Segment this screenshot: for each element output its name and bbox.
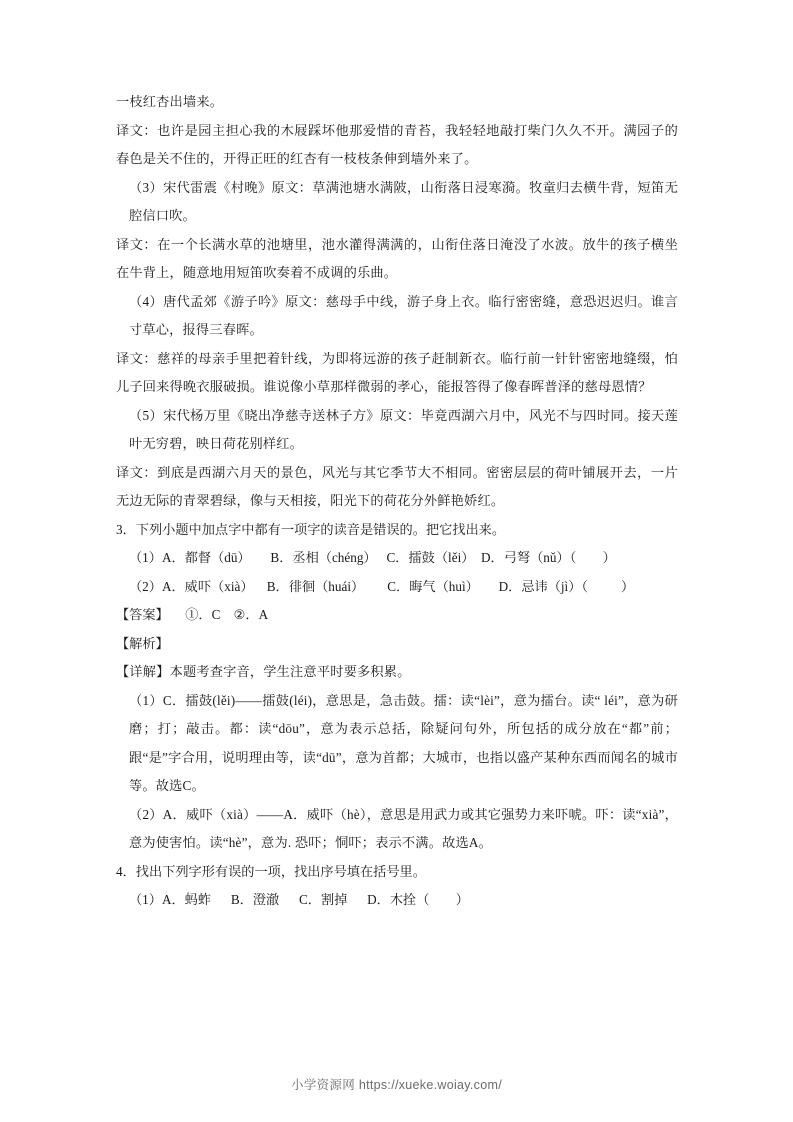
footer-brand: 小学资源网 xyxy=(291,1078,356,1092)
paragraph-translation-1: 译文：也许是园主担心我的木屐踩坏他那爱惜的青苔，我轻轻地敲打柴门久久不开。满园子的春色是关不住的，开得正旺的红杏有一枝枝条伸到墙外来了。 xyxy=(116,122,678,166)
document-body xyxy=(116,88,678,915)
answer-label: 【答案】 xyxy=(116,607,169,622)
analysis-label: 【解析】 xyxy=(116,635,169,651)
detail-label: 【详解】 xyxy=(116,664,170,679)
paragraph-poem-continuation: 一枝红杏出墙来。 xyxy=(116,94,224,109)
paragraph-translation-4: 译文：慈祥的母亲手里把着针线，为即将远游的孩子赶制新衣。临行前一针针密密地缝缀，怕儿子回来得晚衣服破损。谁说像小草那样微弱的孝心，能报答得了像春晖普泽的慈母恩情？ xyxy=(116,350,678,394)
paragraph-poem-5: （5）宋代杨万里《晓出净慈寺送林子方》原文：毕竟西湖六月中，风光不与四时同。接天莲叶无穷碧，映日荷花别样红。 xyxy=(129,407,678,451)
detail-row xyxy=(116,658,678,687)
explanation-1: （1）C．擂鼓(lěi)——擂鼓(léi)，意思是，急击鼓。擂：读“lèi”，意为擂台。读“ léi”，意为研磨；打；敲击。都：读“dōu”，意为表示总括，除疑问句外，所包括的成分放在“都”前；跟“是”字合用，说明理由等，读“dū”，意为首都；大城市，也指以盛产某种东西而闻名的城市等。故选C。 xyxy=(129,692,678,793)
question-4-stem: 4．找出下列字形有误的一项，找出序号填在括号里。 xyxy=(116,863,426,879)
question-3-stem: 3．下列小题中加点字中都有一项字的读音是错误的。把它找出来。 xyxy=(116,521,506,537)
paragraph-poem-4: （4）唐代孟郊《游子吟》原文：慈母手中线，游子身上衣。临行密密缝，意恐迟迟归。谁言寸草心，报得三春晖。 xyxy=(129,293,678,337)
paragraph-translation-5: 译文：到底是西湖六月天的景色，风光与其它季节大不相同。密密层层的荷叶铺展开去，一片无边无际的青翠碧绿，像与天相接，阳光下的荷花分外鲜艳娇红。 xyxy=(116,464,678,508)
detail-text: 本题考查字音，学生注意平时要多积累。 xyxy=(169,664,411,679)
paragraph-poem-3: （3）宋代雷震《村晚》原文：草满池塘水满陂，山衔落日浸寒漪。牧童归去横牛背，短笛无腔信口吹。 xyxy=(129,179,678,223)
question-3-options-2: （2）A．威吓（xià） B．徘徊（huái） C．晦气（huì） D．忌讳（jì）（ ） xyxy=(129,578,635,594)
paragraph-translation-3: 译文：在一个长满水草的池塘里，池水灌得满满的，山衔住落日淹没了水波。放牛的孩子横坐在牛背上，随意地用短笛吹奏着不成调的乐曲。 xyxy=(116,236,678,280)
page-footer xyxy=(0,1075,793,1093)
question-4-options-1: （1）A．蚂蚱 B．澄澈 C．割掉 D．木拴（ ） xyxy=(129,892,469,907)
explanation-2: （2）A．威吓（xià）——A．威吓（hè），意思是用武力或其它强势力来吓唬。吓：读“xià”，意为使害怕。读“hè”，意为. 恐吓；恫吓；表示不满。故选A。 xyxy=(129,806,678,850)
answer-value: ①．C ②．A xyxy=(185,607,269,622)
answer-row xyxy=(116,601,678,630)
question-3-options-1: （1）A．都督（dū） B．丞相（chéng） C．擂鼓（lěi） D．弓弩（nǔ）（ ） xyxy=(129,550,616,565)
footer-url: https://xueke.woiay.com/ xyxy=(358,1078,502,1092)
